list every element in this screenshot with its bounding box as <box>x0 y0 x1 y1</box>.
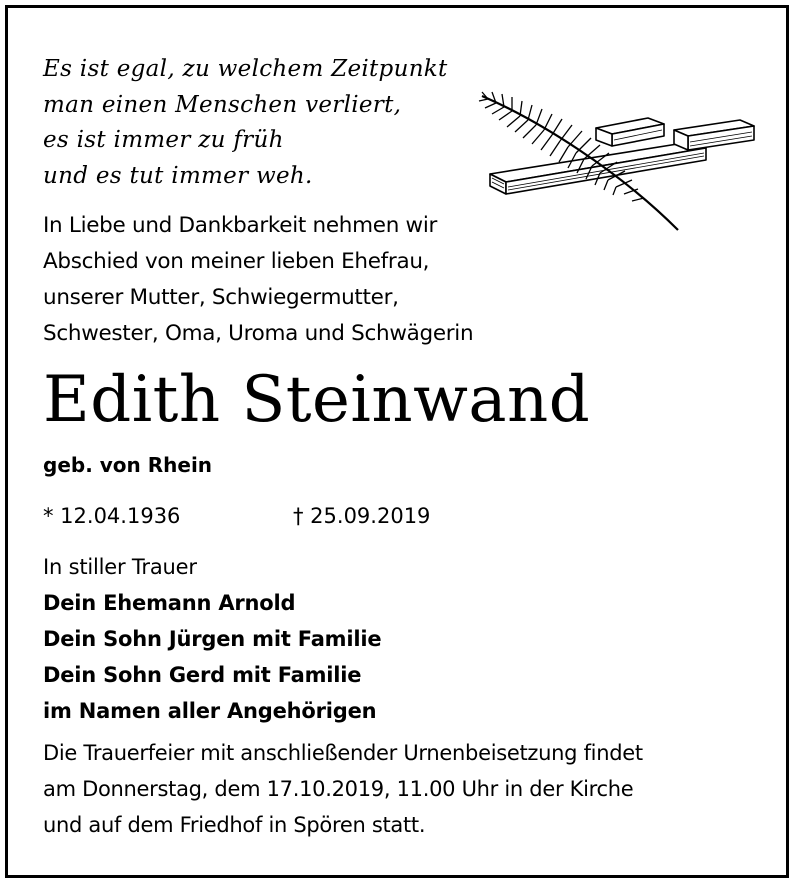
poem-line: es ist immer zu früh <box>43 127 284 153</box>
poem-verse <box>43 52 448 194</box>
notice-line: am Donnerstag, dem 17.10.2019, 11.00 Uhr in der Kirche <box>43 777 634 801</box>
mourners-block <box>43 549 381 729</box>
mourners-heading: In stiller Trauer <box>43 555 197 579</box>
maiden-name: geb. von Rhein <box>43 453 213 477</box>
deceased-name: Edith Steinwand <box>43 363 591 437</box>
notice-line: und auf dem Friedhof in Spören statt. <box>43 813 426 837</box>
mourner-name: Dein Ehemann Arnold <box>43 591 296 615</box>
death-date: † 25.09.2019 <box>293 504 431 528</box>
palm-frond-and-cross-icon <box>478 90 758 240</box>
mourner-name: im Namen aller Angehörigen <box>43 699 377 723</box>
intro-line: In Liebe und Dankbarkeit nehmen wir <box>43 213 438 238</box>
mourner-name: Dein Sohn Gerd mit Familie <box>43 663 362 687</box>
poem-line: Es ist egal, zu welchem Zeitpunkt <box>43 56 448 82</box>
poem-line: und es tut immer weh. <box>43 162 313 189</box>
intro-line: unserer Mutter, Schwiegermutter, <box>43 285 399 310</box>
intro-text <box>43 208 473 352</box>
mourner-name: Dein Sohn Jürgen mit Familie <box>43 627 382 651</box>
birth-date: * 12.04.1936 <box>43 504 181 528</box>
life-dates <box>43 498 431 534</box>
poem-line: man einen Menschen verliert, <box>43 91 402 118</box>
intro-line: Abschied von meiner lieben Ehefrau, <box>43 249 430 274</box>
funeral-notice <box>43 735 643 843</box>
notice-line: Die Trauerfeier mit anschließender Urnenbeisetzung findet <box>43 741 643 765</box>
intro-line: Schwester, Oma, Uroma und Schwägerin <box>43 321 474 346</box>
